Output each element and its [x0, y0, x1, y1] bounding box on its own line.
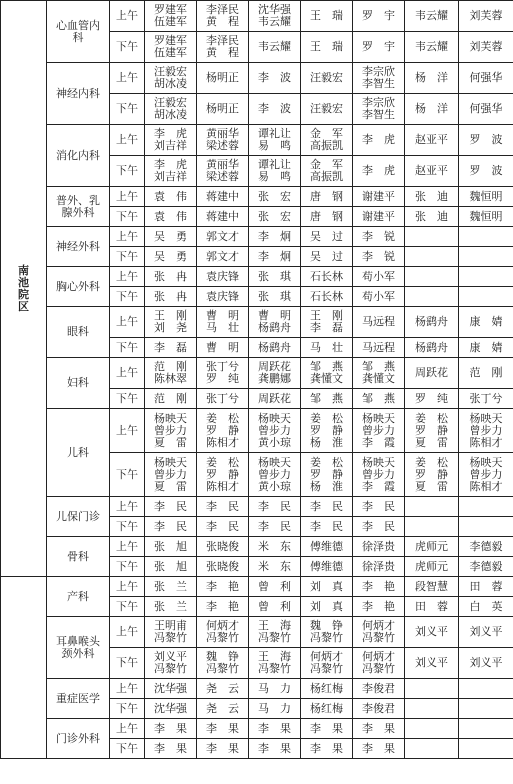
- department-name: 儿保门诊: [47, 497, 110, 537]
- doctor-cell: 李 民: [301, 497, 353, 517]
- doctor-cell: 黄丽华 梁述蓉: [197, 156, 249, 187]
- doctor-cell: 罗 纯: [405, 389, 459, 409]
- period-label: 上午: [110, 577, 145, 597]
- doctor-cell: 袁 伟: [145, 187, 197, 207]
- doctor-cell: 姜 松 罗 静 夏 雷: [405, 453, 459, 497]
- doctor-cell: 杨鹞舟: [249, 338, 301, 358]
- department-name: 妇科: [47, 358, 110, 409]
- period-label: 下午: [110, 207, 145, 227]
- doctor-cell: 李 民: [197, 517, 249, 537]
- period-label: 上午: [110, 125, 145, 156]
- doctor-cell: 沈华强 韦云耀: [249, 1, 301, 32]
- doctor-cell: 李 民: [145, 517, 197, 537]
- doctor-cell: 王 瑞: [301, 1, 353, 32]
- doctor-cell: 刘义平: [459, 648, 513, 679]
- doctor-cell: [405, 679, 459, 699]
- doctor-cell: 谢建平: [353, 207, 405, 227]
- doctor-cell: 苟小军: [353, 267, 405, 287]
- department-name: 骨科: [47, 537, 110, 577]
- doctor-cell: 袁 伟: [145, 207, 197, 227]
- doctor-cell: 李 民: [301, 517, 353, 537]
- doctor-cell: 杨红梅: [301, 699, 353, 719]
- doctor-cell: 曾 利: [249, 577, 301, 597]
- doctor-cell: 李 艳: [353, 597, 405, 617]
- doctor-cell: 张 宏: [249, 187, 301, 207]
- doctor-cell: 尧 云: [197, 679, 249, 699]
- doctor-cell: 曹 明: [197, 338, 249, 358]
- table-row: [1, 679, 513, 699]
- table-row: [1, 358, 513, 389]
- table-row: [1, 125, 513, 156]
- period-label: 上午: [110, 497, 145, 517]
- period-label: 上午: [110, 679, 145, 699]
- doctor-cell: 张丁兮: [459, 389, 513, 409]
- doctor-cell: 李 果: [301, 719, 353, 739]
- doctor-cell: 杨映天 曾步力 夏 雷: [145, 409, 197, 453]
- doctor-cell: 刘义平 冯黎竹: [145, 648, 197, 679]
- doctor-cell: 李 炯: [249, 227, 301, 247]
- doctor-cell: 金 军 高振凯: [301, 156, 353, 187]
- doctor-cell: 杨 洋: [405, 94, 459, 125]
- doctor-cell: 吴 过: [301, 247, 353, 267]
- doctor-cell: 杨映天 曾步力 李 霞: [353, 409, 405, 453]
- period-label: 下午: [110, 32, 145, 63]
- doctor-cell: 魏 铮 冯黎竹: [197, 648, 249, 679]
- doctor-cell: 范 刚: [145, 389, 197, 409]
- period-label: 上午: [110, 187, 145, 207]
- doctor-cell: [405, 739, 459, 759]
- schedule-body: [1, 1, 513, 759]
- doctor-cell: 赵亚平: [405, 125, 459, 156]
- doctor-cell: 虎师元: [405, 557, 459, 577]
- period-label: 上午: [110, 537, 145, 557]
- doctor-cell: 王 瑞: [301, 32, 353, 63]
- doctor-cell: 李 虎 刘吉祥: [145, 125, 197, 156]
- doctor-cell: 魏恒明: [459, 187, 513, 207]
- doctor-cell: [405, 699, 459, 719]
- department-name: 门诊外科: [47, 719, 110, 759]
- doctor-cell: 蒋建中: [197, 207, 249, 227]
- doctor-cell: 张晓俊: [197, 557, 249, 577]
- period-label: 下午: [110, 597, 145, 617]
- period-label: 下午: [110, 453, 145, 497]
- doctor-cell: 杨映天 曾步力 夏 雷: [145, 453, 197, 497]
- doctor-cell: 范 刚 陈林翠: [145, 358, 197, 389]
- doctor-cell: 张 冉: [145, 287, 197, 307]
- department-name: 产科: [47, 577, 110, 617]
- doctor-cell: 李德毅: [459, 557, 513, 577]
- doctor-cell: 韦云耀: [405, 32, 459, 63]
- doctor-cell: 傅维德: [301, 557, 353, 577]
- doctor-cell: 杨鹞舟: [405, 307, 459, 338]
- table-row: [1, 617, 513, 648]
- doctor-cell: 李 虎 刘吉祥: [145, 156, 197, 187]
- doctor-cell: 邹 燕 龚懂文: [301, 358, 353, 389]
- doctor-cell: 李俊君: [353, 679, 405, 699]
- table-row: [1, 409, 513, 453]
- doctor-cell: 苟小军: [353, 287, 405, 307]
- period-label: 上午: [110, 617, 145, 648]
- doctor-cell: 李 艳: [197, 597, 249, 617]
- doctor-cell: 张晓俊: [197, 537, 249, 557]
- doctor-cell: 张 琪: [249, 267, 301, 287]
- doctor-cell: 谭礼让 易 鸣: [249, 156, 301, 187]
- doctor-cell: 曹 明 马 壮: [197, 307, 249, 338]
- doctor-cell: 韦云耀: [405, 1, 459, 32]
- doctor-cell: 李 果: [249, 739, 301, 759]
- doctor-cell: 罗 波: [459, 125, 513, 156]
- period-label: 上午: [110, 1, 145, 32]
- doctor-cell: 吴 勇: [145, 227, 197, 247]
- doctor-cell: 姜 松 罗 静 陈相才: [197, 453, 249, 497]
- campus-label: 南 池 院 区: [1, 1, 47, 577]
- doctor-cell: 李 果: [197, 719, 249, 739]
- doctor-cell: 何强华: [459, 63, 513, 94]
- doctor-cell: 张 迪: [405, 207, 459, 227]
- doctor-cell: 田 蓉: [405, 597, 459, 617]
- department-name: 重症医学: [47, 679, 110, 719]
- doctor-cell: 石长林: [301, 287, 353, 307]
- doctor-cell: 郭文才: [197, 247, 249, 267]
- department-name: 儿科: [47, 409, 110, 497]
- doctor-cell: 刘义平: [405, 648, 459, 679]
- doctor-cell: 康 婧: [459, 307, 513, 338]
- doctor-cell: 张 旭: [145, 537, 197, 557]
- doctor-cell: [459, 247, 513, 267]
- doctor-cell: 刘芙蓉: [459, 1, 513, 32]
- department-name: 耳鼻喉头 颈外科: [47, 617, 110, 679]
- doctor-cell: 李 波: [249, 63, 301, 94]
- doctor-cell: 吴 过: [301, 227, 353, 247]
- doctor-cell: 杨 洋: [405, 63, 459, 94]
- doctor-cell: 汪毅宏 胡冰凌: [145, 63, 197, 94]
- doctor-cell: 李 民: [145, 497, 197, 517]
- doctor-cell: 姜 松 罗 静 杨 淮: [301, 409, 353, 453]
- doctor-cell: 沈华强: [145, 699, 197, 719]
- doctor-cell: 杨红梅: [301, 679, 353, 699]
- doctor-cell: 罗建军 伍建军: [145, 1, 197, 32]
- doctor-cell: 张 琪: [249, 287, 301, 307]
- table-row: [1, 719, 513, 739]
- doctor-cell: 何强华: [459, 94, 513, 125]
- doctor-cell: 康 婧: [459, 338, 513, 358]
- period-label: 上午: [110, 267, 145, 287]
- doctor-cell: [459, 517, 513, 537]
- period-label: 下午: [110, 156, 145, 187]
- doctor-cell: 徐泽贵: [353, 537, 405, 557]
- doctor-cell: [459, 267, 513, 287]
- department-name: 神经内科: [47, 63, 110, 125]
- department-name: 心血管内 科: [47, 1, 110, 63]
- department-name: 普外、乳 腺外科: [47, 187, 110, 227]
- doctor-cell: 马 力: [249, 699, 301, 719]
- doctor-cell: 王 海 冯黎竹: [249, 648, 301, 679]
- doctor-cell: 李 果: [197, 739, 249, 759]
- doctor-cell: 黄丽华 梁述蓉: [197, 125, 249, 156]
- doctor-cell: [405, 497, 459, 517]
- doctor-cell: 汪毅宏: [301, 94, 353, 125]
- doctor-cell: 李 民: [353, 497, 405, 517]
- doctor-cell: 李 虎: [353, 156, 405, 187]
- department-name: 胸心外科: [47, 267, 110, 307]
- doctor-cell: 王 刚 李 磊: [301, 307, 353, 338]
- doctor-cell: 王 海 冯黎竹: [249, 617, 301, 648]
- doctor-cell: 李 民: [249, 497, 301, 517]
- doctor-cell: 罗建军 伍建军: [145, 32, 197, 63]
- doctor-cell: 刘 真: [301, 577, 353, 597]
- doctor-cell: 杨映天 曾步力 陈相才: [459, 453, 513, 497]
- doctor-cell: 李 果: [353, 739, 405, 759]
- doctor-cell: 杨映天 曾步力 李 霞: [353, 453, 405, 497]
- table-row: [1, 63, 513, 94]
- doctor-cell: 李 锐: [353, 227, 405, 247]
- doctor-cell: 魏恒明: [459, 207, 513, 227]
- doctor-cell: 李 果: [145, 719, 197, 739]
- doctor-cell: 马 壮: [301, 338, 353, 358]
- doctor-cell: [459, 227, 513, 247]
- period-label: 上午: [110, 719, 145, 739]
- doctor-cell: 李泽民 黄 程: [197, 32, 249, 63]
- doctor-cell: 杨明正: [197, 63, 249, 94]
- doctor-cell: 袁庆锋: [197, 287, 249, 307]
- doctor-cell: 张 宏: [249, 207, 301, 227]
- doctor-cell: 刘 真: [301, 597, 353, 617]
- period-label: 上午: [110, 307, 145, 338]
- table-row: [1, 497, 513, 517]
- doctor-cell: 田 蓉: [459, 577, 513, 597]
- doctor-cell: 吴 勇: [145, 247, 197, 267]
- table-row: [1, 1, 513, 32]
- doctor-cell: [405, 227, 459, 247]
- doctor-cell: 邹 燕: [301, 389, 353, 409]
- period-label: 上午: [110, 409, 145, 453]
- doctor-cell: 杨映天 曾步力 黄小琼: [249, 453, 301, 497]
- table-row: [1, 537, 513, 557]
- doctor-cell: 刘义平: [405, 617, 459, 648]
- period-label: 下午: [110, 389, 145, 409]
- doctor-cell: 李宗欣 李智生: [353, 94, 405, 125]
- doctor-cell: 罗 波: [459, 156, 513, 187]
- doctor-cell: 沈华强: [145, 679, 197, 699]
- doctor-cell: 邹 燕 龚懂文: [353, 358, 405, 389]
- period-label: 下午: [110, 517, 145, 537]
- doctor-cell: 李泽民 黄 程: [197, 1, 249, 32]
- doctor-cell: 马远程: [353, 307, 405, 338]
- doctor-cell: 李 锐: [353, 247, 405, 267]
- doctor-cell: 范 刚: [459, 358, 513, 389]
- doctor-cell: 张 兰: [145, 577, 197, 597]
- doctor-cell: 王明甫 冯黎竹: [145, 617, 197, 648]
- doctor-cell: 袁庆锋: [197, 267, 249, 287]
- period-label: 下午: [110, 287, 145, 307]
- doctor-cell: 张 冉: [145, 267, 197, 287]
- doctor-cell: 金 军 高振凯: [301, 125, 353, 156]
- doctor-cell: 李 果: [353, 719, 405, 739]
- table-row: [1, 307, 513, 338]
- doctor-cell: 蒋建中: [197, 187, 249, 207]
- campus-blank-cell: [1, 577, 47, 759]
- doctor-cell: 周跃花: [249, 389, 301, 409]
- table-row: [1, 577, 513, 597]
- doctor-cell: [459, 739, 513, 759]
- doctor-cell: 周跃花 龚鹏娜: [249, 358, 301, 389]
- doctor-cell: 何炳才 冯黎竹: [301, 648, 353, 679]
- doctor-cell: [405, 719, 459, 739]
- doctor-cell: 李 果: [249, 719, 301, 739]
- doctor-cell: 唐 钢: [301, 207, 353, 227]
- doctor-cell: 曾 利: [249, 597, 301, 617]
- department-name: 眼科: [47, 307, 110, 358]
- period-label: 下午: [110, 338, 145, 358]
- doctor-cell: 李 磊: [145, 338, 197, 358]
- doctor-cell: 姜 松 罗 静 陈相才: [197, 409, 249, 453]
- doctor-cell: [405, 517, 459, 537]
- doctor-cell: 何炳才 冯黎竹: [353, 617, 405, 648]
- doctor-cell: 李 波: [249, 94, 301, 125]
- period-label: 下午: [110, 699, 145, 719]
- doctor-cell: 李 民: [353, 517, 405, 537]
- period-label: 上午: [110, 227, 145, 247]
- doctor-cell: 李德毅: [459, 537, 513, 557]
- doctor-cell: 徐泽贵: [353, 557, 405, 577]
- doctor-cell: 谢建平: [353, 187, 405, 207]
- doctor-cell: 罗 宇: [353, 1, 405, 32]
- doctor-cell: 白 英: [459, 597, 513, 617]
- doctor-cell: 韦云耀: [249, 32, 301, 63]
- period-label: 上午: [110, 63, 145, 94]
- doctor-cell: 邹 燕: [353, 389, 405, 409]
- doctor-cell: 李宗欣 李智生: [353, 63, 405, 94]
- doctor-cell: 汪毅宏 胡冰凌: [145, 94, 197, 125]
- doctor-cell: [459, 679, 513, 699]
- doctor-cell: 杨映天 曾步力 陈相才: [459, 409, 513, 453]
- department-name: 消化内科: [47, 125, 110, 187]
- doctor-cell: 刘义平: [459, 617, 513, 648]
- doctor-cell: 马远程: [353, 338, 405, 358]
- table-row: [1, 187, 513, 207]
- period-label: 下午: [110, 739, 145, 759]
- doctor-cell: 尧 云: [197, 699, 249, 719]
- doctor-cell: 杨明正: [197, 94, 249, 125]
- doctor-cell: 王 刚 刘 尧: [145, 307, 197, 338]
- doctor-cell: 张丁兮: [197, 389, 249, 409]
- doctor-cell: 李 民: [249, 517, 301, 537]
- doctor-cell: 李 艳: [197, 577, 249, 597]
- period-label: 上午: [110, 358, 145, 389]
- doctor-cell: 张丁兮 罗 纯: [197, 358, 249, 389]
- doctor-cell: 何炳才 冯黎竹: [197, 617, 249, 648]
- doctor-cell: 谭礼让 易 鸣: [249, 125, 301, 156]
- doctor-cell: 李 民: [197, 497, 249, 517]
- doctor-cell: 张 旭: [145, 557, 197, 577]
- doctor-cell: 赵亚平: [405, 156, 459, 187]
- doctor-cell: 李 果: [145, 739, 197, 759]
- doctor-cell: 姜 松 罗 静 夏 雷: [405, 409, 459, 453]
- doctor-cell: 李 果: [301, 739, 353, 759]
- doctor-cell: 李 虎: [353, 125, 405, 156]
- doctor-cell: 唐 钢: [301, 187, 353, 207]
- doctor-cell: 姜 松 罗 静 杨 淮: [301, 453, 353, 497]
- doctor-cell: 罗 宇: [353, 32, 405, 63]
- doctor-cell: [405, 267, 459, 287]
- doctor-cell: [459, 287, 513, 307]
- doctor-cell: 李 炯: [249, 247, 301, 267]
- doctor-cell: 傅维德: [301, 537, 353, 557]
- doctor-cell: 段智慧: [405, 577, 459, 597]
- doctor-cell: 米 东: [249, 537, 301, 557]
- doctor-cell: 魏 铮 冯黎竹: [301, 617, 353, 648]
- doctor-cell: 张 迪: [405, 187, 459, 207]
- period-label: 下午: [110, 94, 145, 125]
- doctor-cell: [459, 719, 513, 739]
- doctor-cell: 李 艳: [353, 577, 405, 597]
- doctor-cell: 李俊君: [353, 699, 405, 719]
- doctor-cell: 米 东: [249, 557, 301, 577]
- doctor-cell: 马 力: [249, 679, 301, 699]
- doctor-cell: 杨鹞舟: [405, 338, 459, 358]
- doctor-cell: [459, 497, 513, 517]
- department-name: 神经外科: [47, 227, 110, 267]
- doctor-cell: 汪毅宏: [301, 63, 353, 94]
- doctor-cell: 张 兰: [145, 597, 197, 617]
- table-row: [1, 227, 513, 247]
- doctor-cell: 周跃花: [405, 358, 459, 389]
- doctor-cell: 石长林: [301, 267, 353, 287]
- doctor-cell: [405, 247, 459, 267]
- doctor-cell: 杨映天 曾步力 黄小琼: [249, 409, 301, 453]
- table-row: [1, 267, 513, 287]
- doctor-cell: [459, 699, 513, 719]
- doctor-cell: 刘芙蓉: [459, 32, 513, 63]
- doctor-cell: 虎师元: [405, 537, 459, 557]
- period-label: 下午: [110, 557, 145, 577]
- period-label: 下午: [110, 247, 145, 267]
- doctor-cell: [405, 287, 459, 307]
- doctor-cell: 郭文才: [197, 227, 249, 247]
- period-label: 下午: [110, 648, 145, 679]
- doctor-cell: 曹 明 杨鹞舟: [249, 307, 301, 338]
- doctor-cell: 何炳才 冯黎竹: [353, 648, 405, 679]
